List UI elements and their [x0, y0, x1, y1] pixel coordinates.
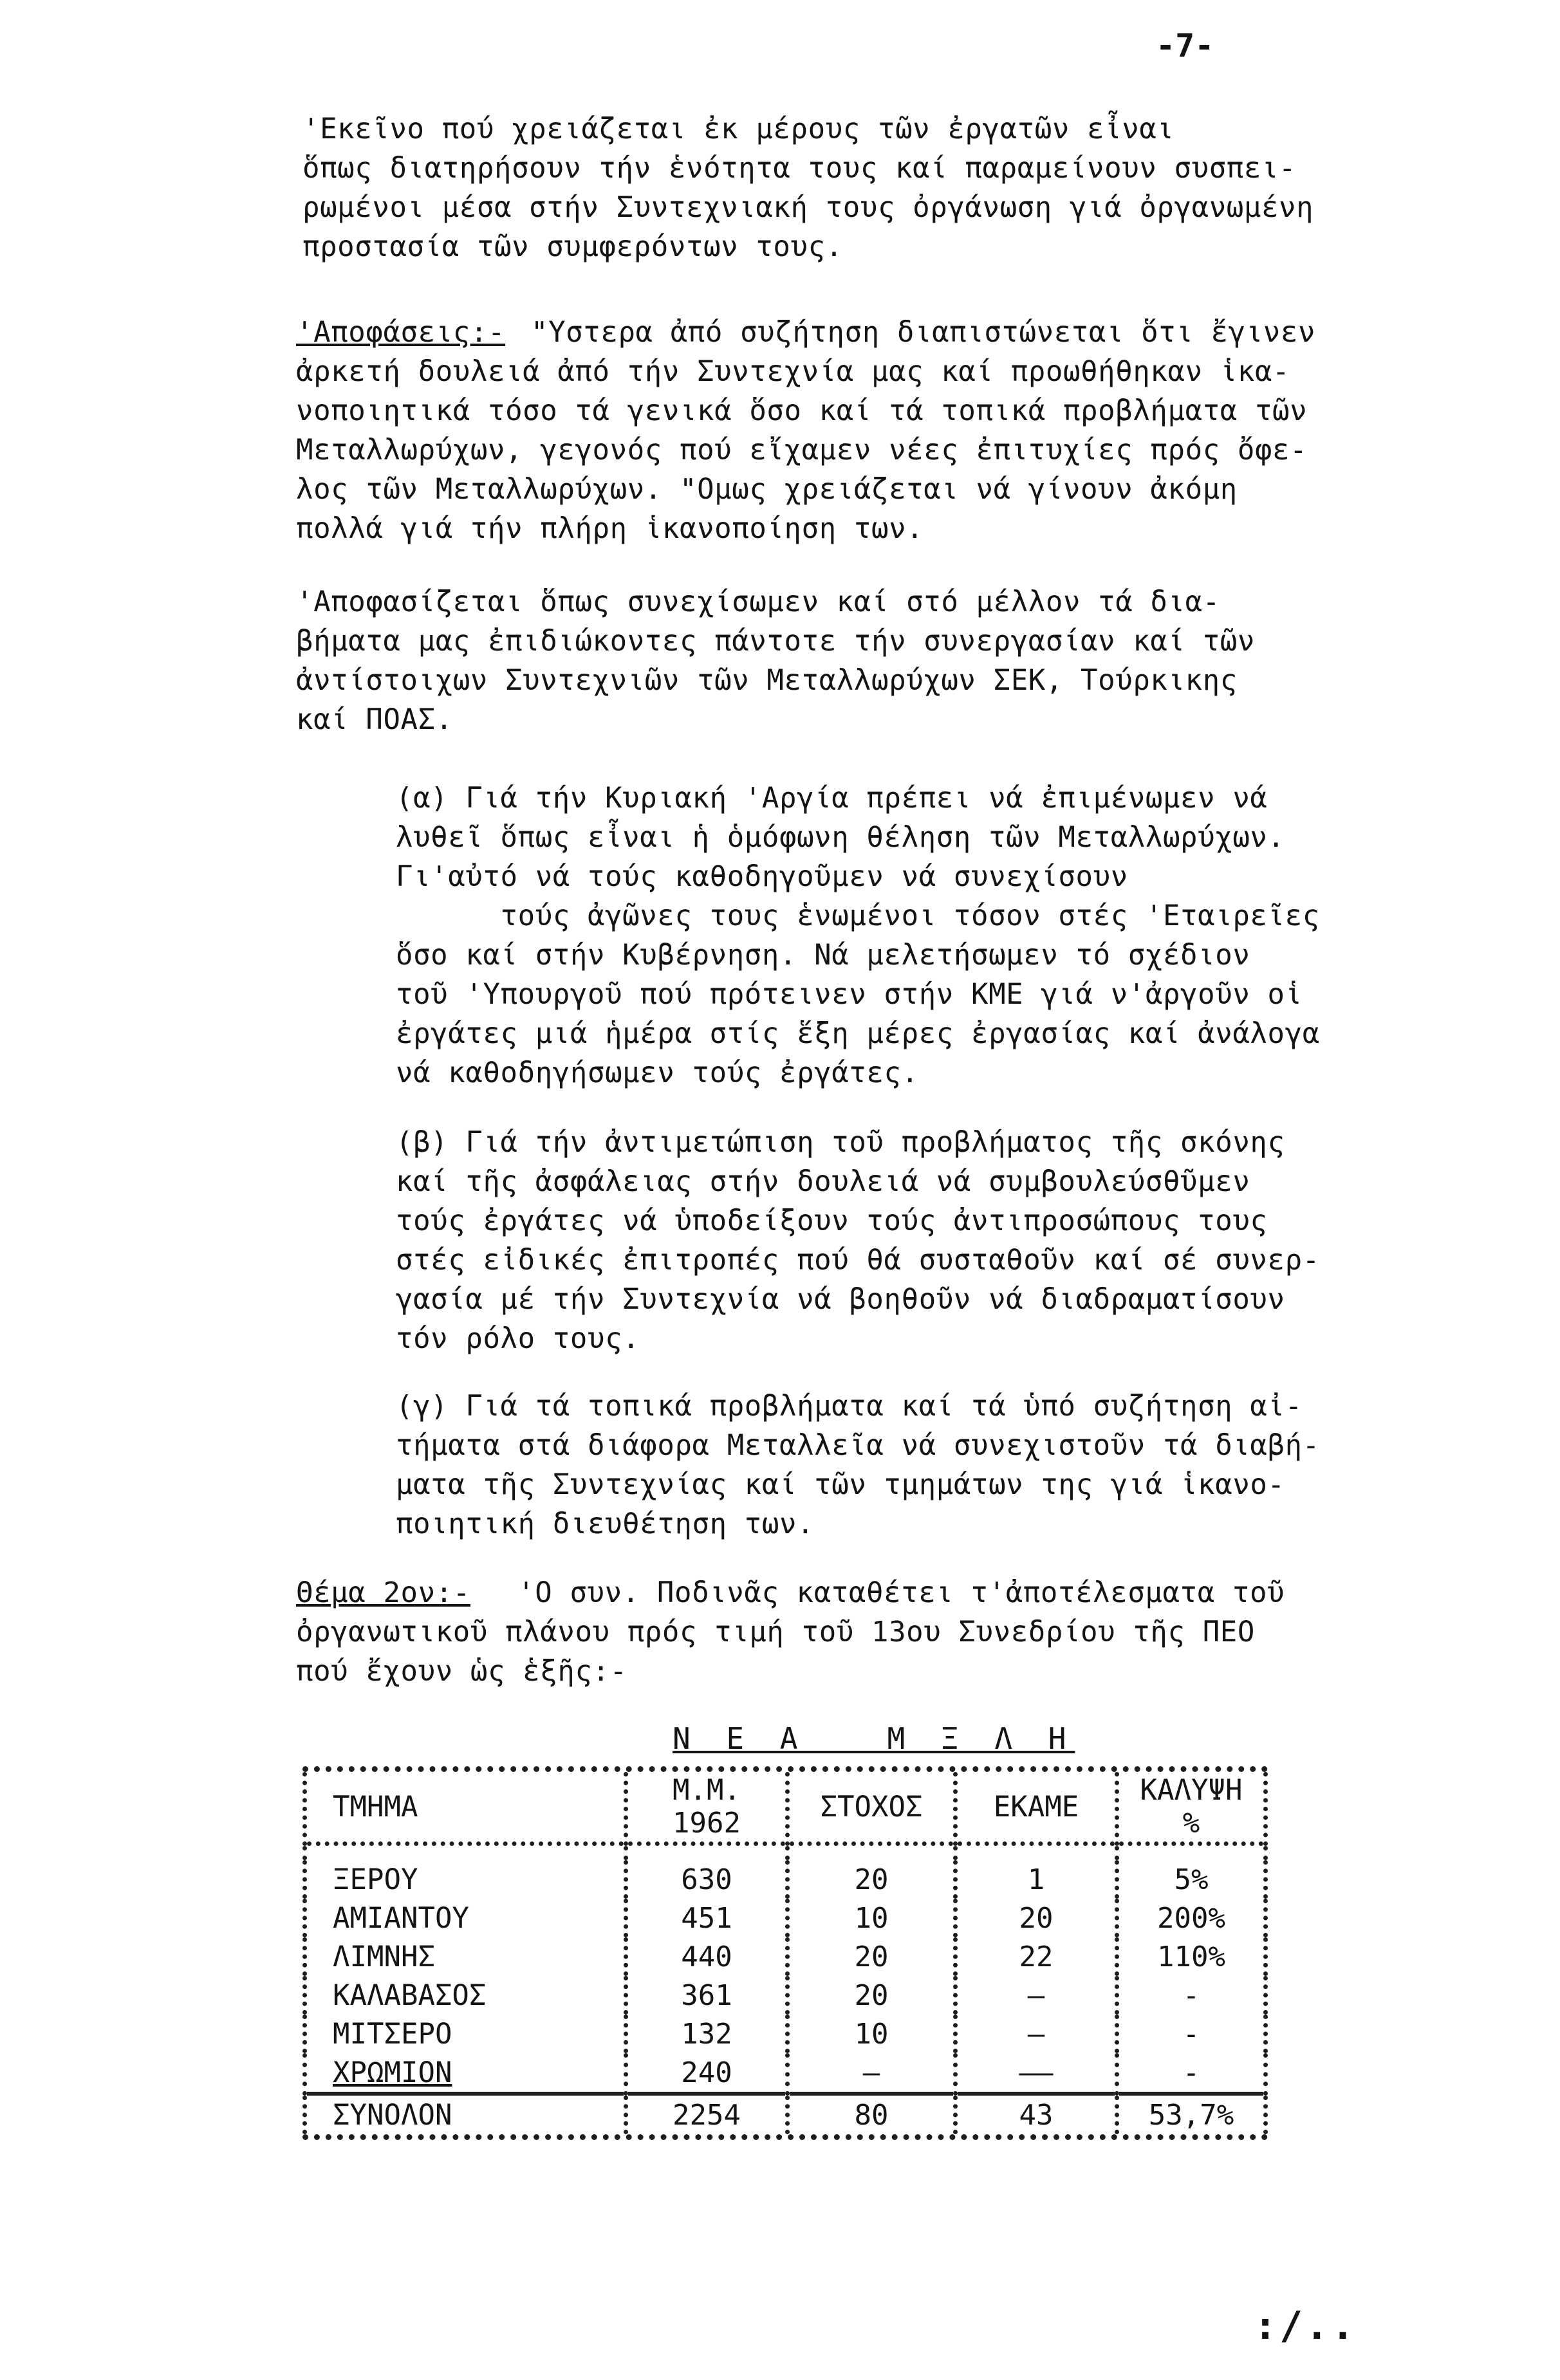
cell-done: — [956, 2015, 1117, 2053]
table-top-rule [302, 1766, 1268, 1772]
cell-target: 20 [788, 1937, 956, 1976]
cell-coverage: 200% [1117, 1899, 1266, 1937]
cell-mm: 361 [626, 1976, 788, 2015]
header-done: ΕΚΑΜΕ [956, 1772, 1117, 1844]
cell-done: 1 [956, 1860, 1117, 1899]
table-grid [302, 1772, 1268, 2134]
cell-coverage: 5% [1117, 1860, 1266, 1899]
table-title: Ν Ε Α Μ Ξ Λ Η [673, 1721, 1075, 1756]
cell-coverage: - [1117, 2053, 1266, 2094]
theme-heading: Θέμα 2ον:- [296, 1576, 470, 1609]
cell-section: ΜΙΤΣΕΡΟ [305, 2015, 626, 2053]
cell-target: 20 [788, 1860, 956, 1899]
table-row [305, 2053, 1266, 2094]
cell-coverage: - [1117, 1976, 1266, 2015]
header-section: ΤΜΗΜΑ [305, 1772, 626, 1844]
membership-table [302, 1766, 1268, 2140]
cell-coverage: 110% [1117, 1937, 1266, 1976]
table-header-row [305, 1772, 1266, 1844]
table-total-row [305, 2094, 1266, 2134]
table-row [305, 1937, 1266, 1976]
cell-mm: 132 [626, 2015, 788, 2053]
cell-section: ΑΜΙΑΝΤΟΥ [305, 1899, 626, 1937]
cell-done: — [956, 1976, 1117, 2015]
cell-target: — [788, 2053, 956, 2094]
table-row [305, 1860, 1266, 1899]
cell-mm: 440 [626, 1937, 788, 1976]
header-target: ΣΤΟΧΟΣ [788, 1772, 956, 1844]
cell-target: 10 [788, 1899, 956, 1937]
paragraph-theme: 'Ο συν. Ποδινᾶς καταθέτει τ'ἀποτέλεσματα τοῦ ὀργανωτικοῦ πλάνου πρός τιμή τοῦ 13ου Συνεδρίου τῆς ΠΕΟ πού ἔχουν ὡς ἑξῆς:- [296, 1576, 1285, 1688]
total-section: ΣΥΝΟΛΟΝ [305, 2094, 626, 2134]
cell-target: 20 [788, 1976, 956, 2015]
cell-section: ΞΕΡΟΥ [305, 1860, 626, 1899]
continuation-mark: :/.. [1254, 2303, 1357, 2348]
paragraph-resolution: 'Αποφασίζεται ὅπως συνεχίσωμεν καί στό μέλλον τά δια- βήματα μας ἐπιδιώκοντες πάντοτε τήν συνεργασίαν καί τῶν ἀντίστοιχων Συντεχνιῶν τῶν Μεταλλωρύχων ΣΕΚ, Τούρκικης καί ΠΟΑΣ. [296, 586, 1255, 736]
table-row [305, 1899, 1266, 1937]
table-row [305, 1976, 1266, 2015]
cell-section: ΛΙΜΝΗΣ [305, 1937, 626, 1976]
paragraph-item-a: (α) Γιά τήν Κυριακή 'Αργία πρέπει νά ἐπιμένωμεν νά λυθεῖ ὅπως εἶναι ἡ ὁμόφωνη θέληση τῶν Μεταλλωρύχων. Γι'αὐτό νά τούς καθοδηγοῦμεν νά συνεχίσουν τούς ἀγῶνες τους ἑνωμένοι τόσον στές 'Εταιρεῖες ὅσο καί στήν Κυβέρνηση. Νά μελετήσωμεν τό σχέδιον τοῦ 'Υπουργοῦ πού πρότεινεν στήν ΚΜΕ γιά ν'ἀργοῦν οἱ ἐργάτες μιά ἡμέρα στίς ἕξη μέρες ἐργασίας καί ἀνάλογα νά καθοδηγήσωμεν τούς ἐργάτες. [396, 782, 1320, 1089]
cell-mm: 451 [626, 1899, 788, 1937]
total-target: 80 [788, 2094, 956, 2134]
cell-coverage: - [1117, 2015, 1266, 2053]
header-mm-year: 1962 [673, 1807, 741, 1840]
cell-section: ΧΡΩΜΙΟΝ [305, 2053, 626, 2094]
paragraph-item-b: (β) Γιά τήν ἀντιμετώπιση τοῦ προβλήματος τῆς σκόνης καί τῆς ἀσφάλειας στήν δουλειά νά συμβουλεύσθῦμεν τούς ἐργάτες νά ὑποδείξουν τούς ἀντιπροσώπους τους στές εἰδικές ἐπιτροπές πού θά συσταθοῦν καί σέ συνερ- γασία μέ τήν Συντεχνία νά βοηθοῦν νά διαδραματίσουν τόν ρόλο τους. [396, 1126, 1320, 1355]
header-mm [626, 1772, 788, 1844]
cell-done: 20 [956, 1899, 1117, 1937]
header-separator [305, 1844, 1266, 1861]
total-done: 43 [956, 2094, 1117, 2134]
paragraph-intro: 'Εκεῖνο πού χρειάζεται ἐκ μέρους τῶν ἐργατῶν εἶναι ὅπως διατηρήσουν τήν ἑνότητα τους καί παραμείνουν συσπει- ρωμένοι μέσα στήν Συντεχνιακή τους ὀργάνωση γιά ὀργανωμένη προστασία τῶν συμφερόντων τους. [302, 113, 1314, 263]
cell-mm: 240 [626, 2053, 788, 2094]
header-mm-label: Μ.Μ. [673, 1774, 741, 1807]
page-number: -7- [1156, 27, 1214, 64]
table-row [305, 2015, 1266, 2053]
cell-section: ΚΑΛΑΒΑΣΟΣ [305, 1976, 626, 2015]
header-coverage: ΚΑΛΥΨΗ % [1117, 1772, 1266, 1844]
cell-mm: 630 [626, 1860, 788, 1899]
paragraph-item-c: (γ) Γιά τά τοπικά προβλήματα καί τά ὑπό συζήτηση αἰ- τήματα στά διάφορα Μεταλλεῖα νά συνεχιστοῦν τά διαβή- ματα τῆς Συντεχνίας καί τῶν τμημάτων της γιά ἱκανο- ποιητική διευθέτηση των. [396, 1390, 1320, 1540]
total-mm: 2254 [626, 2094, 788, 2134]
paragraph-decisions: "Υστερα ἀπό συζήτηση διαπιστώνεται ὅτι ἔγινεν ἀρκετή δουλειά ἀπό τήν Συντεχνία μας καί προωθήθηκαν ἱκα- νοποιητικά τόσο τά γενικά ὅσο καί τά τοπικά προβλήματα τῶν Μεταλλωρύχων, γεγονός πού εἴχαμεν νέες ἐπιτυχίες πρός ὄφε- λος τῶν Μεταλλωρύχων. "Ομως χρειάζεται νά γίνουν ἀκόμη πολλά γιά τήν πλήρη ἱκανοποίηση των. [296, 316, 1316, 545]
total-coverage: 53,7% [1117, 2094, 1266, 2134]
cell-target: 10 [788, 2015, 956, 2053]
cell-done: —— [956, 2053, 1117, 2094]
decisions-heading: 'Αποφάσεις:- [296, 316, 506, 349]
table-bottom-rule [302, 2134, 1268, 2140]
cell-done: 22 [956, 1937, 1117, 1976]
